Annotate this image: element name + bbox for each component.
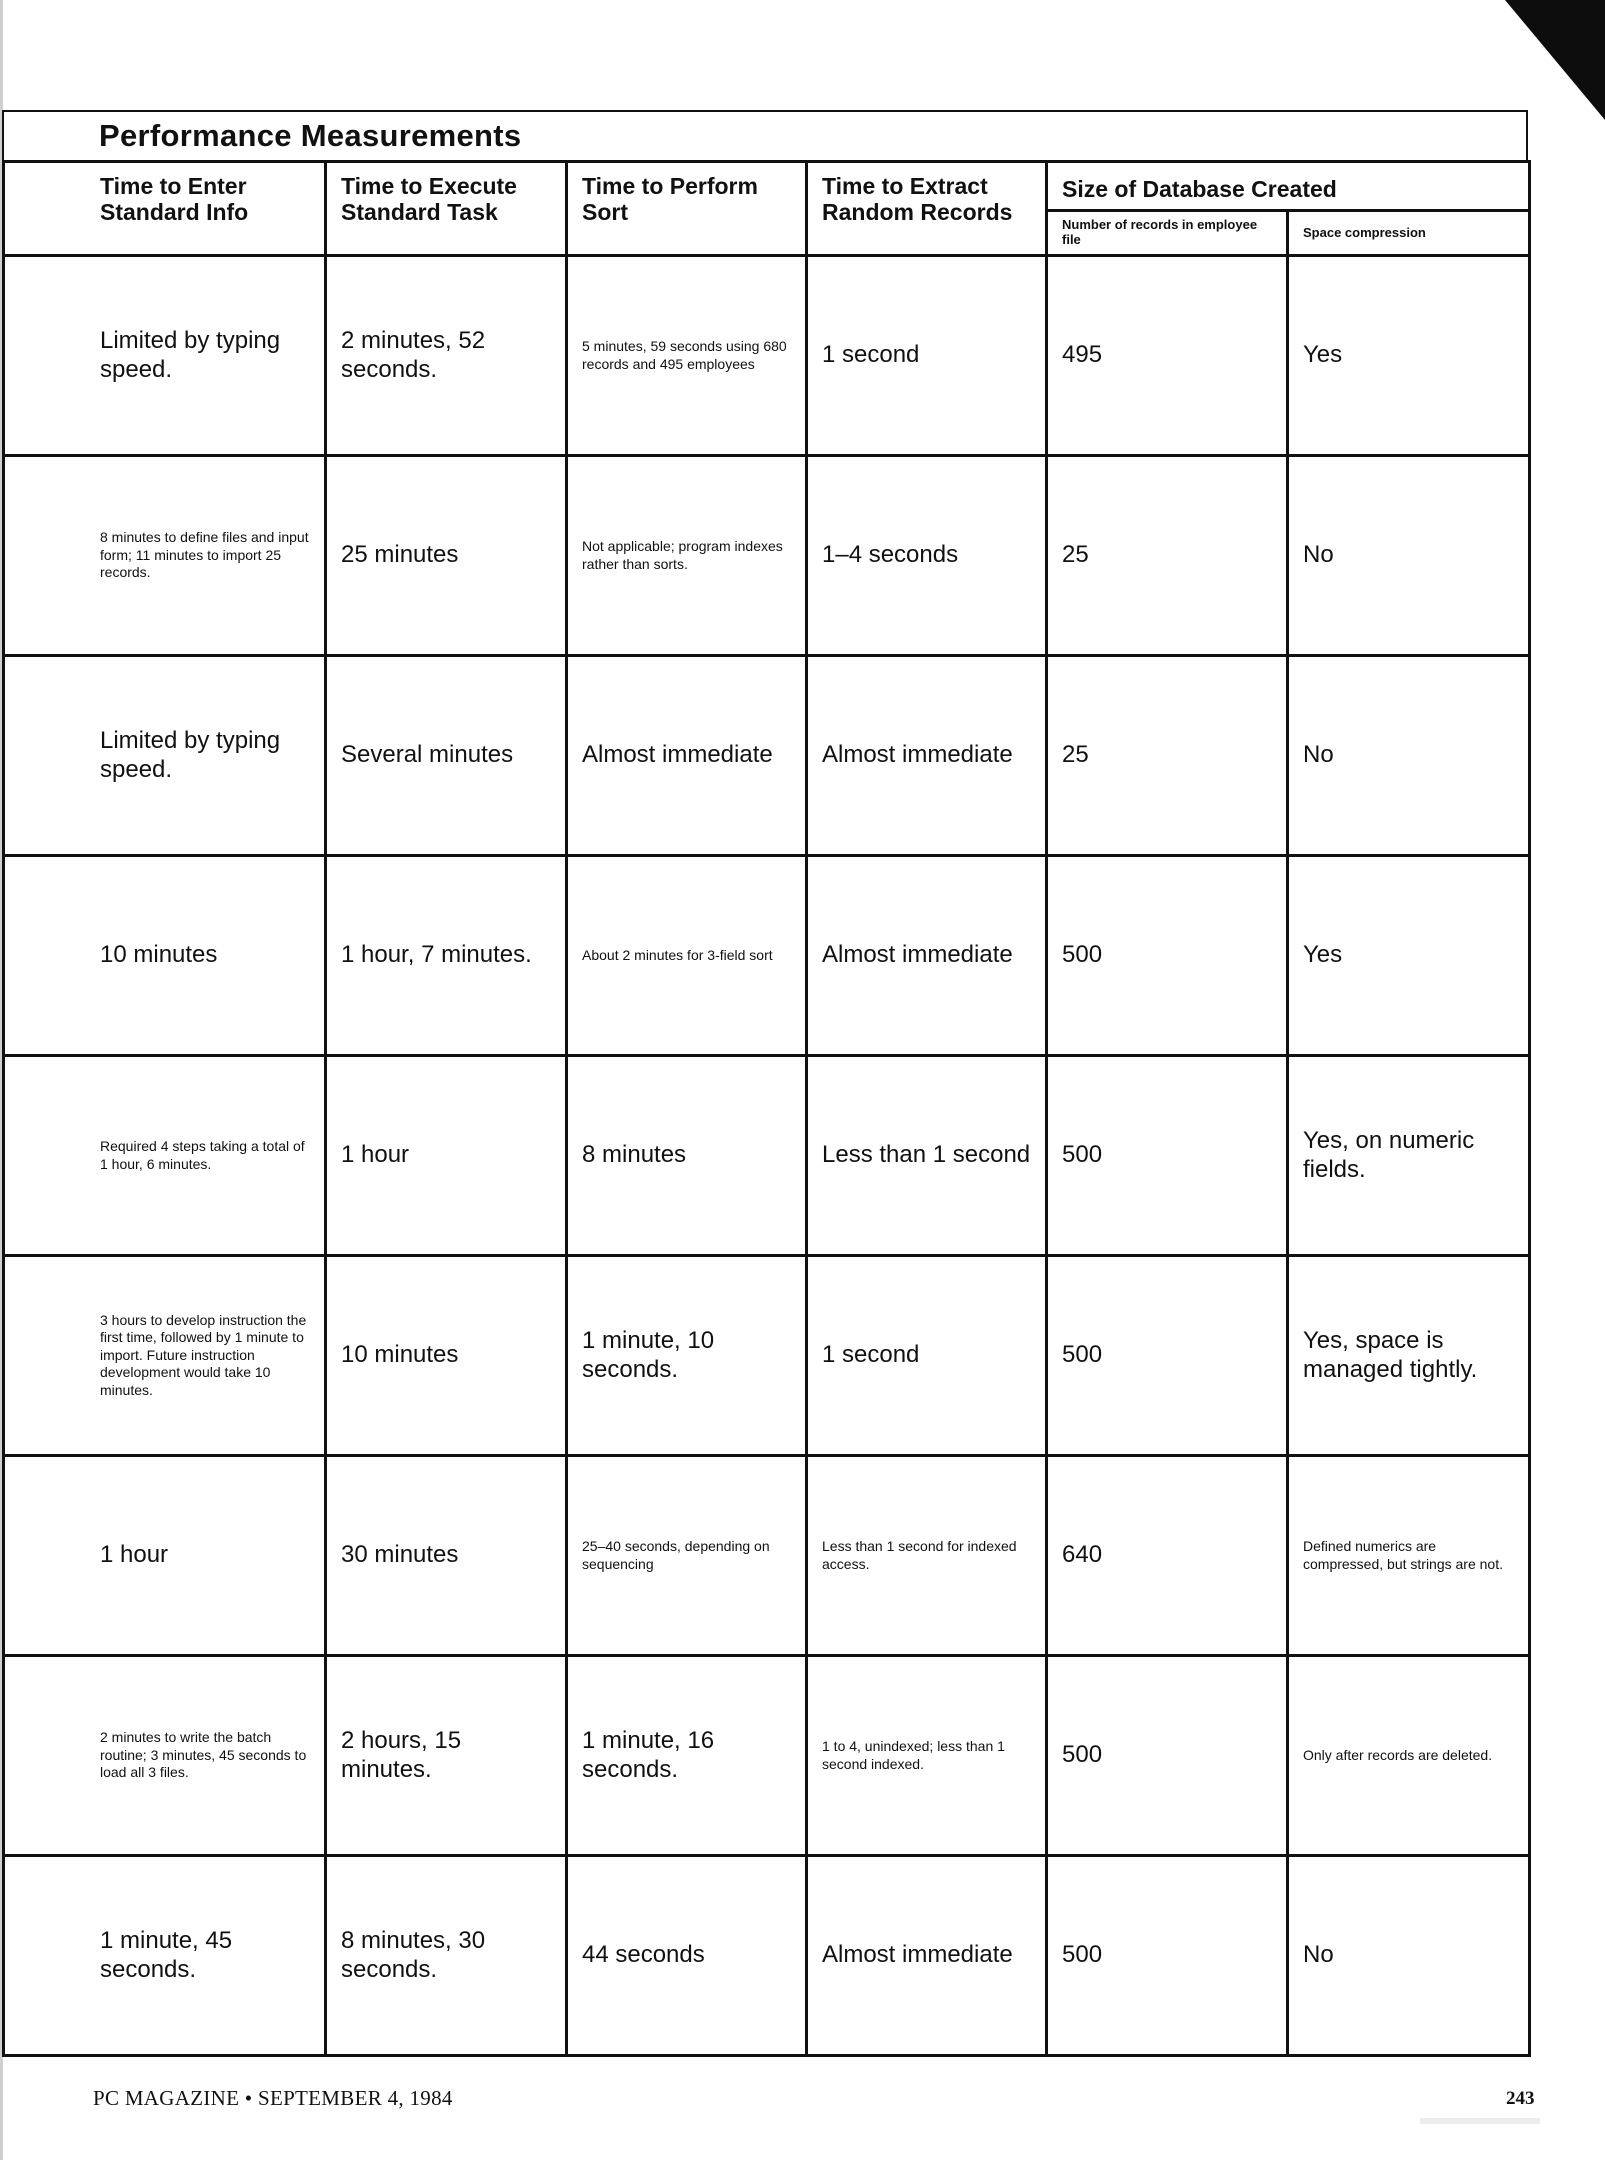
cell-enter-time: Limited by typing speed. [4,656,326,856]
cell-record-count: 25 [1047,656,1288,856]
cell-enter-time: 1 hour [4,1456,326,1656]
cell-execute-time: 10 minutes [326,1256,567,1456]
cell-execute-time: 1 hour [326,1056,567,1256]
table-row [4,456,1530,656]
header-number-of-records: Number of records in employee file [1047,211,1288,256]
cell-sort-time: 1 minute, 10 seconds. [567,1256,807,1456]
cell-extract-time: 1 to 4, unindexed; less than 1 second indexed. [807,1656,1047,1856]
cell-space-compression: Only after records are deleted. [1288,1656,1530,1856]
cell-record-count: 500 [1047,1056,1288,1256]
cell-sort-time: 5 minutes, 59 seconds using 680 records and 495 employees [567,256,807,456]
cell-sort-time: 25–40 seconds, depending on sequencing [567,1456,807,1656]
cell-execute-time: 1 hour, 7 minutes. [326,856,567,1056]
cell-space-compression: Yes, on numeric fields. [1288,1056,1530,1256]
cell-enter-time: 3 hours to develop instruction the first time, followed by 1 minute to import. Future instruction development would take 10 minutes. [4,1256,326,1456]
cell-sort-time: 1 minute, 16 seconds. [567,1656,807,1856]
cell-record-count: 500 [1047,1656,1288,1856]
cell-sort-time: 8 minutes [567,1056,807,1256]
table-row [4,856,1530,1056]
cell-extract-time: 1 second [807,1256,1047,1456]
cell-sort-time: About 2 minutes for 3-field sort [567,856,807,1056]
cell-execute-time: 8 minutes, 30 seconds. [326,1856,567,2056]
table-body [4,256,1530,2056]
scan-smudge [1420,2118,1540,2124]
table-row [4,1656,1530,1856]
table-title: Performance Measurements [99,118,522,153]
footer-publication: PC MAGAZINE • SEPTEMBER 4, 1984 [93,2086,453,2110]
header-time-to-enter: Time to Enter Standard Info [4,162,326,256]
cell-space-compression: No [1288,1856,1530,2056]
cell-extract-time: 1–4 seconds [807,456,1047,656]
cell-extract-time: Less than 1 second [807,1056,1047,1256]
cell-record-count: 500 [1047,1856,1288,2056]
table-row [4,1056,1530,1256]
cell-execute-time: 2 hours, 15 minutes. [326,1656,567,1856]
cell-extract-time: Less than 1 second for indexed access. [807,1456,1047,1656]
cell-enter-time: 2 minutes to write the batch routine; 3 minutes, 45 seconds to load all 3 files. [4,1656,326,1856]
table-title-bar [2,110,1528,160]
cell-space-compression: Yes [1288,256,1530,456]
header-time-to-execute: Time to Execute Standard Task [326,162,567,256]
header-time-to-sort: Time to Perform Sort [567,162,807,256]
header-time-to-extract: Time to Extract Random Records [807,162,1047,256]
cell-record-count: 500 [1047,1256,1288,1456]
header-space-compression: Space compression [1288,211,1530,256]
cell-space-compression: No [1288,456,1530,656]
cell-execute-time: Several minutes [326,656,567,856]
cell-enter-time: 1 minute, 45 seconds. [4,1856,326,2056]
cell-record-count: 25 [1047,456,1288,656]
page-number: 243 [1506,2088,1535,2109]
cell-sort-time: Not applicable; program indexes rather than sorts. [567,456,807,656]
corner-mark [1505,0,1605,120]
cell-space-compression: No [1288,656,1530,856]
cell-space-compression: Yes, space is managed tightly. [1288,1256,1530,1456]
cell-enter-time: 8 minutes to define files and input form; 11 minutes to import 25 records. [4,456,326,656]
cell-record-count: 500 [1047,856,1288,1056]
cell-sort-time: 44 seconds [567,1856,807,2056]
table-row [4,1456,1530,1656]
cell-sort-time: Almost immediate [567,656,807,856]
cell-enter-time: Required 4 steps taking a total of 1 hour, 6 minutes. [4,1056,326,1256]
cell-space-compression: Defined numerics are compressed, but strings are not. [1288,1456,1530,1656]
cell-execute-time: 30 minutes [326,1456,567,1656]
cell-extract-time: 1 second [807,256,1047,456]
cell-extract-time: Almost immediate [807,1856,1047,2056]
cell-space-compression: Yes [1288,856,1530,1056]
cell-record-count: 495 [1047,256,1288,456]
cell-record-count: 640 [1047,1456,1288,1656]
table-row [4,1856,1530,2056]
cell-extract-time: Almost immediate [807,656,1047,856]
header-size-of-database: Size of Database Created [1047,162,1530,211]
performance-table-container [2,110,1528,2057]
table-row [4,1256,1530,1456]
cell-execute-time: 2 minutes, 52 seconds. [326,256,567,456]
cell-enter-time: 10 minutes [4,856,326,1056]
cell-execute-time: 25 minutes [326,456,567,656]
cell-extract-time: Almost immediate [807,856,1047,1056]
performance-table [2,160,1531,2057]
table-row [4,256,1530,456]
table-row [4,656,1530,856]
cell-enter-time: Limited by typing speed. [4,256,326,456]
